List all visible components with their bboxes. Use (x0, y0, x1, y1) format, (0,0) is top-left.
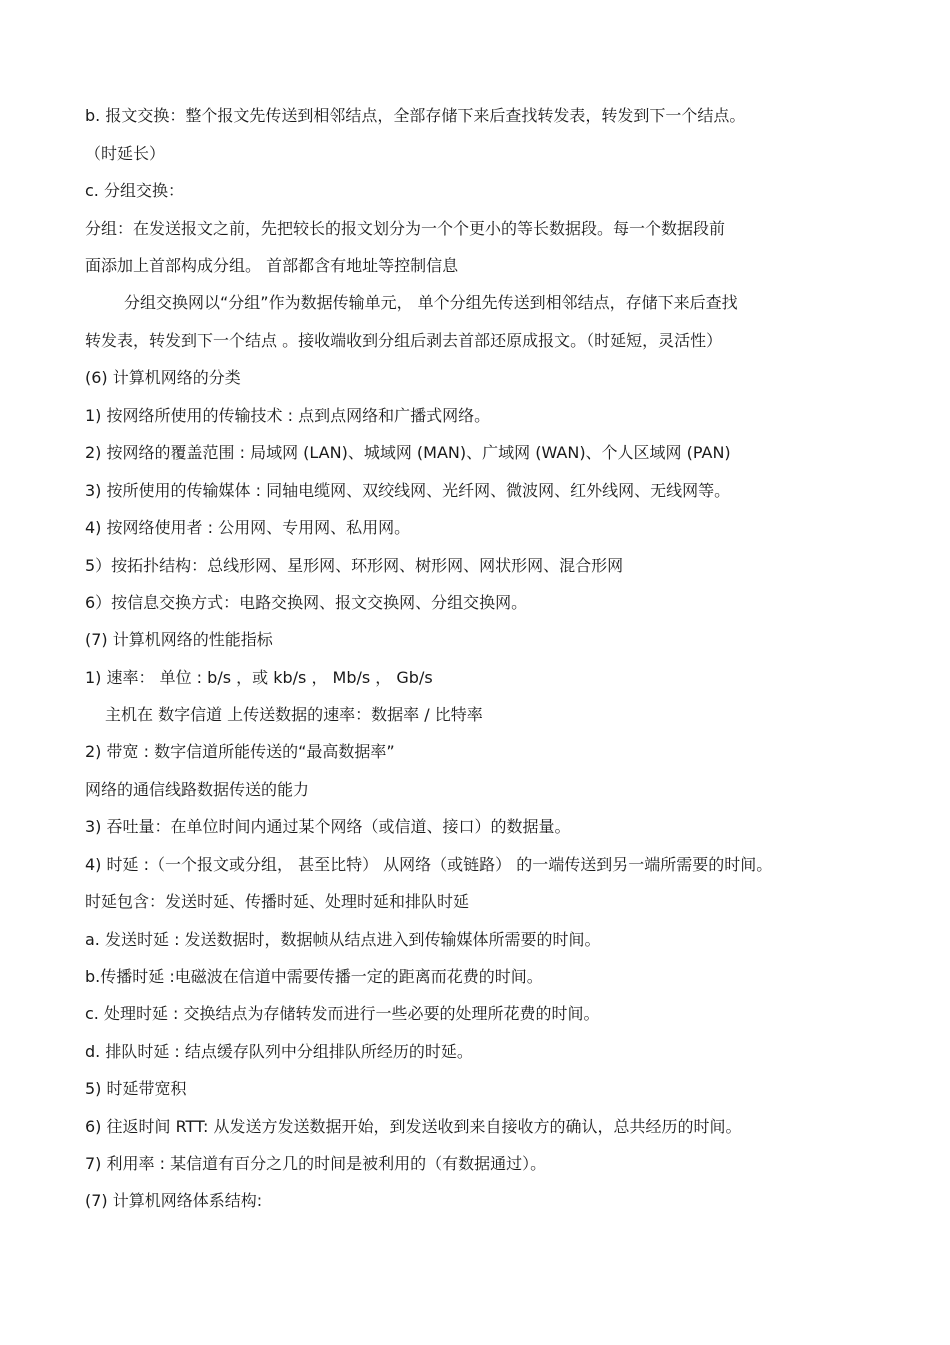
text-line: 转发表，转发到下一个结点 。接收端收到分组后剥去首部还原成报文。（时延短，灵活性） (85, 331, 723, 350)
text-line: 面添加上首部构成分组。 首部都含有地址等控制信息 (85, 256, 459, 275)
text-line: 1) 按网络所使用的传输技术 : 点到点网络和广播式网络。 (85, 406, 491, 425)
text-line: 5) 时延带宽积 (85, 1079, 187, 1098)
text-line: 4) 按网络使用者 : 公用网、专用网、私用网。 (85, 518, 411, 537)
text-line: 4) 时延 :（一个报文或分组， 甚至比特） 从网络（或链路） 的一端传送到另一端所需要的时间。 (85, 855, 773, 874)
text-line: 时延包含：发送时延、传播时延、处理时延和排队时延 (85, 892, 470, 911)
text-line: 1) 速率： 单位 : b/s ，或 kb/s ， Mb/s ， Gb/s (85, 668, 433, 687)
text-line: d. 排队时延 : 结点缓存队列中分组排队所经历的时延。 (85, 1042, 473, 1061)
text-line: 6) 往返时间 RTT: 从发送方发送数据开始，到发送收到来自接收方的确认，总共经历的时间。 (85, 1117, 742, 1136)
text-line: (7) 计算机网络的性能指标 (85, 630, 273, 649)
text-line: 7) 利用率 : 某信道有百分之几的时间是被利用的（有数据通过）。 (85, 1154, 547, 1173)
text-line: c. 分组交换： (85, 181, 184, 200)
text-line: 2) 按网络的覆盖范围 : 局域网 (LAN)、城域网 (MAN)、广域网 (WAN)、个人区域网 (PAN) (85, 443, 731, 462)
text-line: c. 处理时延 : 交换结点为存储转发而进行一些必要的处理所花费的时间。 (85, 1004, 600, 1023)
text-line: a. 发送时延 : 发送数据时，数据帧从结点进入到传输媒体所需要的时间。 (85, 930, 601, 949)
text-line: 分组交换网以“分组”作为数据传输单元， 单个分组先传送到相邻结点，存储下来后查找 (124, 293, 738, 312)
text-line: 6）按信息交换方式：电路交换网、报文交换网、分组交换网。 (85, 593, 528, 612)
text-line: (6) 计算机网络的分类 (85, 368, 241, 387)
text-line: 2) 带宽 : 数字信道所能传送的“最高数据率” (85, 742, 395, 761)
text-line: 网络的通信线路数据传送的能力 (85, 780, 310, 799)
text-line: b. 报文交换：整个报文先传送到相邻结点，全部存储下来后查找转发表，转发到下一个结点。 (85, 106, 746, 125)
text-line: （时延长） (85, 144, 166, 163)
text-line: 主机在 数字信道 上传送数据的速率：数据率 / 比特率 (105, 705, 483, 724)
text-line: 3) 按所使用的传输媒体 : 同轴电缆网、双绞线网、光纤网、微波网、红外线网、无线网等。 (85, 481, 731, 500)
text-line: 3) 吞吐量：在单位时间内通过某个网络（或信道、接口）的数据量。 (85, 817, 571, 836)
text-line: 5）按拓扑结构：总线形网、星形网、环形网、树形网、网状形网、混合形网 (85, 556, 624, 575)
text-line: (7) 计算机网络体系结构: (85, 1191, 263, 1210)
text-line: 分组：在发送报文之前，先把较长的报文划分为一个个更小的等长数据段。每一个数据段前 (85, 219, 726, 238)
text-line: b.传播时延 :电磁波在信道中需要传播一定的距离而花费的时间。 (85, 967, 543, 986)
